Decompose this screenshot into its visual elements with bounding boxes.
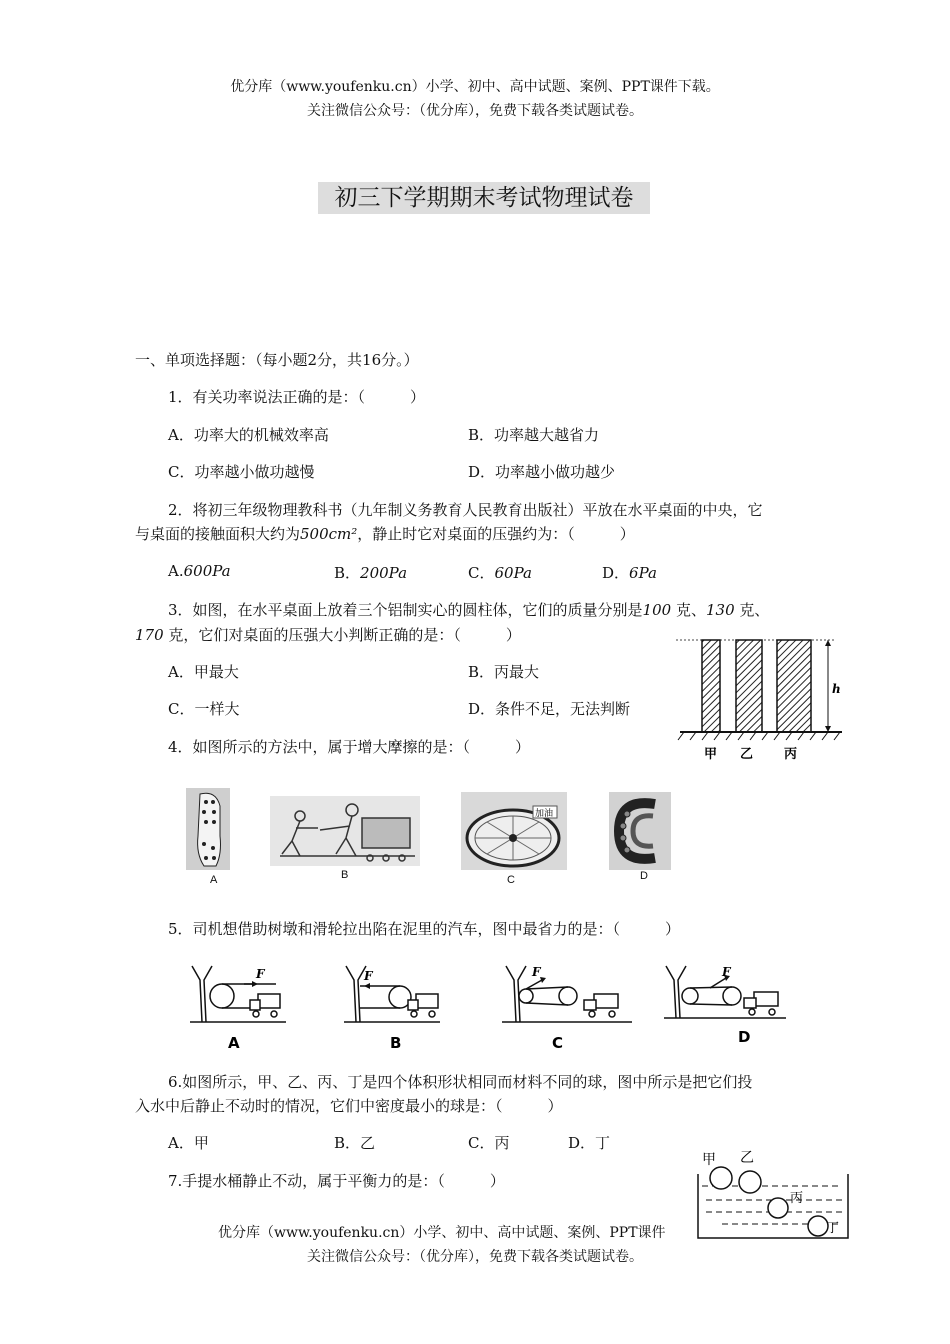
cylinder-yi [736,640,762,732]
q6-stem-1: 6.如图所示，甲、乙、丙、丁是四个体积形状相同而材料不同的球，图中所示是把它们投 [168,1073,753,1091]
q3-option-a: A．甲最大 [168,663,239,681]
q3-mass-1: 100 [642,601,672,619]
q4-label-b: B [341,869,349,881]
q3-stem-2 [135,624,521,645]
q1-option-c: C．功率越小做功越慢 [168,463,315,481]
q4-pulling-image [270,796,420,866]
q2-option-c [468,562,532,583]
q5-pulley-b [340,962,450,1052]
q5-pulley-a [186,962,296,1052]
q3-mass-3: 170 [135,626,164,644]
cylinder-bing [777,640,811,732]
q3-unit-1: 克、 [675,601,706,619]
ball-ding [808,1216,828,1236]
q4-label-a: A [210,874,218,886]
q4-shoe-sole-image [186,788,230,870]
q5-c-force: F [532,965,541,979]
q6-balls-in-water-figure [692,1144,852,1240]
header-line-1: 优分库（www.youfenku.cn）小学、初中、高中试题、案例、PPT课件下载。 [230,79,720,95]
q5-pulley-d [660,962,790,1052]
q5-label-a: A [228,1034,240,1052]
q4-wheel-oil-image [461,792,567,870]
q6-option-c: C．丙 [468,1134,510,1152]
arrow-up-icon [825,640,831,646]
q6-option-a: A．甲 [168,1134,209,1152]
fig-label-jia: 甲 [704,747,718,762]
ball-label-yi: 乙 [740,1150,754,1166]
ball-bing [768,1198,788,1218]
q4-label-d: D [640,870,648,882]
q1-option-a: A．功率大的机械效率高 [168,426,329,444]
fig-h-label: h [832,682,841,696]
section-heading: 一、单项选择题：（每小题2分，共16分。） [135,351,419,369]
q3-stem-2-text: 克，它们对桌面的压强大小判断正确的是：（ ） [168,626,521,644]
force-arrow-icon [252,981,258,987]
q1-option-d: D．功率越小做功越少 [468,463,616,481]
q5-label-b: B [390,1034,402,1052]
q5-a-force: F [256,967,265,981]
q2-option-d-prefix: D． [602,564,630,582]
q2-option-b-value: 200Pa [360,564,408,582]
q3-stem-1a: 3．如图，在水平桌面上放着三个铝制实心的圆柱体，它们的质量分别是 [168,601,643,619]
q2-stem-2a: 与桌面的接触面积大约为 [135,525,301,543]
q1-option-b: B．功率越大越省力 [468,426,600,444]
q3-cylinders-figure [676,632,846,768]
q2-option-a [168,562,231,580]
q5-b-force: F [364,969,373,983]
q7-stem: 7.手提水桶静止不动，属于平衡力的是：（ ） [168,1172,505,1190]
q5-d-force: F [722,965,731,979]
q2-option-c-prefix: C． [468,564,495,582]
q3-mass-2: 130 [705,601,735,619]
q3-stem-1 [168,599,769,620]
q6-option-b: B．乙 [334,1134,376,1152]
q2-option-a-value: 600Pa [183,562,231,580]
q4-label-c: C [507,874,515,886]
fig-label-yi: 乙 [740,747,754,762]
q6-stem-2: 入水中后静止不动时的情况，它们中密度最小的球是：（ ） [135,1097,563,1115]
cylinder-jia [702,640,720,732]
q2-stem-2 [135,523,635,544]
oil-label: 加油 [535,809,554,819]
ball-label-jia: 甲 [702,1152,716,1168]
q3-option-b: B．丙最大 [468,663,540,681]
q4-stem: 4．如图所示的方法中，属于增大摩擦的是：（ ） [168,738,531,756]
footer-line-2: 关注微信公众号：（优分库），免费下载各类试题试卷。 [307,1249,643,1265]
page-title: 初三下学期期末考试物理试卷 [318,182,650,214]
q3-option-d: D．条件不足，无法判断 [468,700,631,718]
fig-label-bing: 丙 [784,747,798,762]
q3-option-c: C．一样大 [168,700,240,718]
ball-jia [710,1167,732,1189]
q5-label-c: C [552,1034,564,1052]
q2-option-b [334,562,407,583]
q2-option-b-prefix: B． [334,564,361,582]
footer-line-1: 优分库（www.youfenku.cn）小学、初中、高中试题、案例、PPT课件 [218,1225,666,1241]
force-arrow-icon [364,983,370,989]
q6-option-d: D．丁 [568,1134,611,1152]
q2-option-a-prefix: A. [168,562,184,580]
q5-pulley-c [496,962,636,1052]
q4-bearing-image [609,792,671,870]
q2-stem-1: 2．将初三年级物理教科书（九年制义务教育人民教育出版社）平放在水平桌面的中央，它 [168,501,763,519]
q5-stem: 5．司机想借助树墩和滑轮拉出陷在泥里的汽车，图中最省力的是：（ ） [168,920,681,938]
q2-option-c-value: 60Pa [494,564,532,582]
ball-label-ding: 丁 [826,1221,840,1236]
header-line-2: 关注微信公众号：（优分库），免费下载各类试题试卷。 [307,103,643,119]
q2-option-d [602,562,657,583]
q1-stem: 1．有关功率说法正确的是：（ ） [168,388,426,406]
q2-area: 500cm² [300,525,358,543]
ball-yi [739,1171,761,1193]
q2-stem-2b: ，静止时它对桌面的压强约为：（ ） [357,525,635,543]
ball-label-bing: 丙 [790,1191,804,1206]
q5-label-d: D [738,1028,751,1046]
q2-option-d-value: 6Pa [629,564,657,582]
q3-unit-2: 克、 [739,601,770,619]
